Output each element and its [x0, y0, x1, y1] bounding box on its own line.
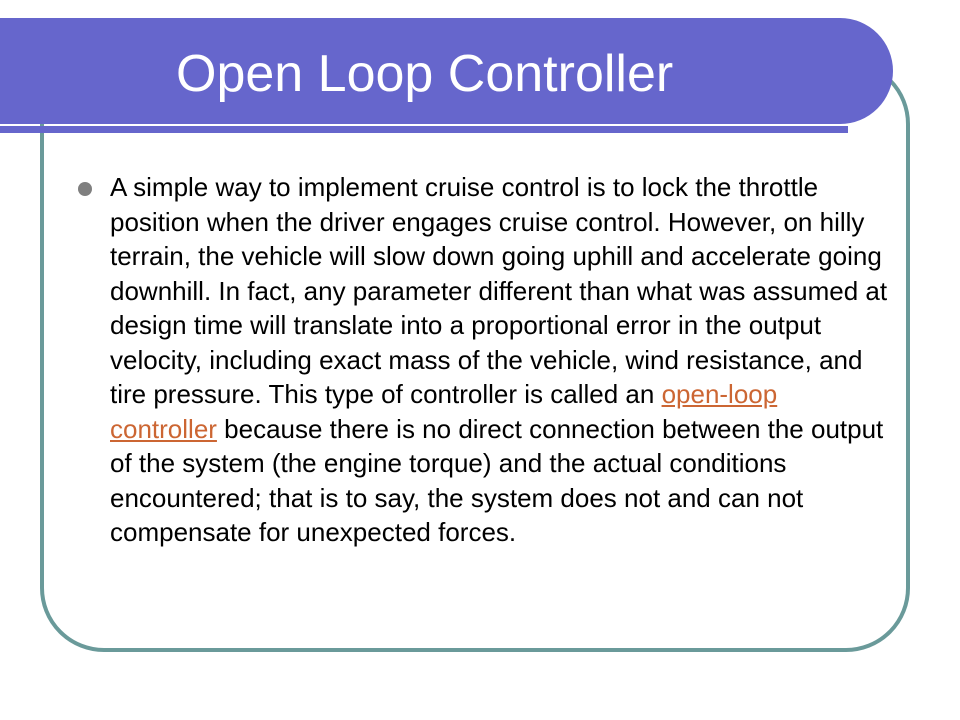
bullet-text-before-link: A simple way to implement cruise control is to lock the throttle position when the driver engages cruise control. However, on hilly terrain, the vehicle will slow down going uphill and accelerate going downhill. In fact, any parameter different than what was assumed at design time will translate into a proportional error in the output velocity, including exact mass of the vehicle, wind resistance, and tire pressure. This type of controller is called an: [110, 172, 888, 409]
bullet-text-after-link: because there is no direct connection between the output of the system (the engine torque) and the actual conditions encountered; that is to say, the system does not and can not compensate for unexpected forces.: [110, 413, 884, 547]
bullet-text: [110, 170, 890, 550]
open-loop-controller-link[interactable]: open-loop controller: [110, 379, 778, 444]
slide-title: Open Loop Controller: [176, 45, 674, 103]
title-underline: [0, 126, 848, 133]
bullet-dot-icon: [78, 182, 92, 196]
